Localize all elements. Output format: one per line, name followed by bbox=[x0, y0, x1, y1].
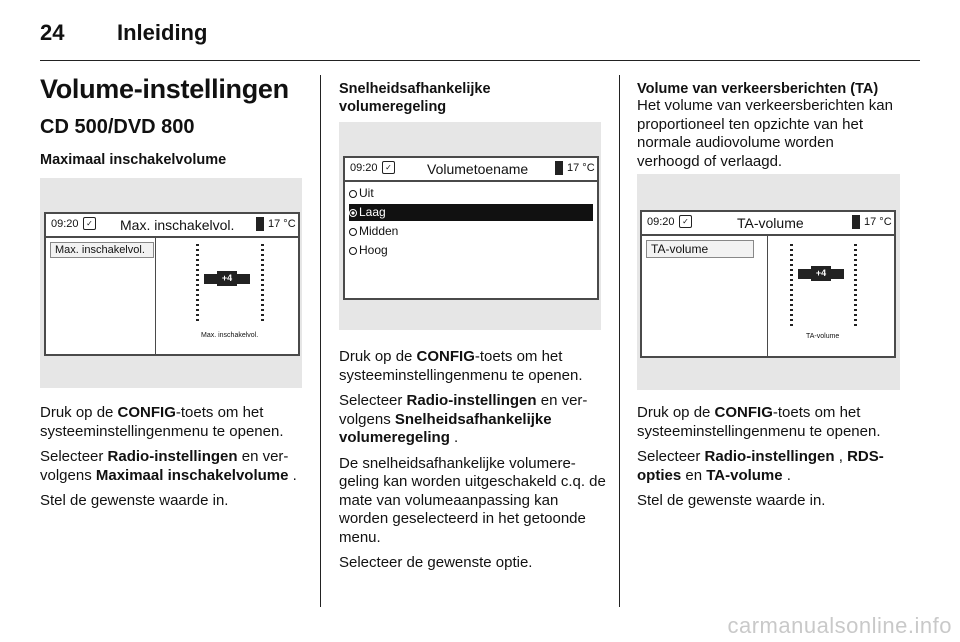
col1-paragraph-1: Druk op de CONFIG-toets om het systeeminstellingenmenu te openen. bbox=[40, 404, 284, 440]
radio-icon bbox=[349, 247, 357, 255]
col2-status-bar bbox=[345, 158, 597, 182]
col1-screenshot bbox=[40, 178, 302, 388]
col3-intro: Het volume van verkeersberichten kan proportioneel ten opzichte van het normale audiovolume worden verhoogd of verlaagd. bbox=[637, 97, 893, 170]
radio-selected-icon bbox=[349, 209, 357, 217]
col2-paragraph-3: De snelheidsafhankelijke volumere-geling kan worden uitgeschakeld c.q. de mate van volumeaanpassing kan worden geselecteerd in het getoonde menu. bbox=[339, 454, 606, 546]
col3-menu-item[interactable]: TA-volume bbox=[646, 240, 754, 258]
col3-screen bbox=[640, 210, 896, 358]
col1-screen-title: Max. inschakelvol. bbox=[120, 217, 235, 233]
thermometer-icon bbox=[852, 215, 860, 229]
section-subtitle: CD 500/DVD 800 bbox=[40, 116, 195, 138]
col2-screen bbox=[343, 156, 599, 300]
col2-body bbox=[339, 348, 607, 580]
clock-icon: ✓ bbox=[679, 215, 692, 228]
column-divider-1 bbox=[320, 75, 321, 607]
col2-screenshot bbox=[339, 122, 601, 330]
col3-screen-title: TA-volume bbox=[737, 215, 804, 231]
col3-caption: TA-volume bbox=[806, 333, 840, 340]
col1-dots-left bbox=[196, 244, 199, 324]
col3-dots-right bbox=[854, 244, 857, 329]
col2-paragraph-1: Druk op de CONFIG-toets om het systeeminstellingenmenu te openen. bbox=[339, 348, 583, 384]
col3-heading: Volume van verkeersberichten (TA) bbox=[637, 81, 879, 97]
col3-status-bar bbox=[642, 212, 894, 236]
col3-paragraph-2: Selecteer Radio-instellingen , RDS-opties en TA-volume . bbox=[637, 448, 884, 484]
col1-time: 09:20 bbox=[51, 218, 79, 230]
watermark: carmanualsonline.info bbox=[727, 613, 952, 638]
col2-option-laag[interactable]: Laag bbox=[349, 204, 593, 221]
col2-time: 09:20 bbox=[350, 162, 378, 174]
col3-screenshot bbox=[637, 174, 900, 390]
col1-paragraph-3: Stel de gewenste waarde in. bbox=[40, 492, 229, 509]
col2-paragraph-2: Selecteer Radio-instellingen en ver-volgens Snelheidsafhankelijke volumeregeling . bbox=[339, 392, 588, 446]
col3-value-badge: +4 bbox=[811, 266, 831, 281]
col1-temp: 17 °C bbox=[268, 218, 296, 230]
col2-temp: 17 °C bbox=[567, 162, 595, 174]
thermometer-icon bbox=[555, 161, 563, 175]
header-title: Inleiding bbox=[117, 20, 208, 45]
col2-screen-title: Volumetoename bbox=[427, 161, 529, 177]
clock-icon: ✓ bbox=[83, 217, 96, 230]
col2-option-midden[interactable]: Midden bbox=[349, 223, 593, 240]
page-number: 24 bbox=[40, 20, 65, 45]
col3-dots-left bbox=[790, 244, 793, 329]
col1-menu-item[interactable]: Max. inschakelvol. bbox=[50, 242, 154, 258]
col2-option-uit[interactable]: Uit bbox=[349, 185, 593, 202]
col1-value-badge: +4 bbox=[217, 271, 237, 286]
radio-icon bbox=[349, 190, 357, 198]
clock-icon: ✓ bbox=[382, 161, 395, 174]
col1-status-bar bbox=[46, 214, 298, 238]
column-divider-2 bbox=[619, 75, 620, 607]
col3-paragraph-3: Stel de gewenste waarde in. bbox=[637, 492, 826, 509]
radio-icon bbox=[349, 228, 357, 236]
col1-body bbox=[40, 404, 308, 518]
col3-time: 09:20 bbox=[647, 216, 675, 228]
col1-paragraph-2: Selecteer Radio-instellingen en ver-volgens Maximaal inschakelvolume . bbox=[40, 448, 297, 484]
col1-screen bbox=[44, 212, 300, 356]
thermometer-icon bbox=[256, 217, 264, 231]
col1-left-pane bbox=[46, 238, 156, 354]
col2-heading: Snelheidsafhankelijke volumeregeling bbox=[339, 81, 491, 115]
col3-body bbox=[637, 404, 907, 518]
col3-paragraph-1: Druk op de CONFIG-toets om het systeeminstellingenmenu te openen. bbox=[637, 404, 881, 440]
header-rule bbox=[40, 60, 920, 61]
col3-temp: 17 °C bbox=[864, 216, 892, 228]
col1-caption: Max. inschakelvol. bbox=[201, 332, 259, 339]
col1-heading: Maximaal inschakelvolume bbox=[40, 152, 227, 168]
col2-paragraph-4: Selecteer de gewenste optie. bbox=[339, 554, 533, 571]
col1-dots-right bbox=[261, 244, 264, 324]
col3-left-pane bbox=[642, 236, 768, 356]
section-title: Volume-instellingen bbox=[40, 74, 289, 104]
col2-option-hoog[interactable]: Hoog bbox=[349, 242, 593, 259]
